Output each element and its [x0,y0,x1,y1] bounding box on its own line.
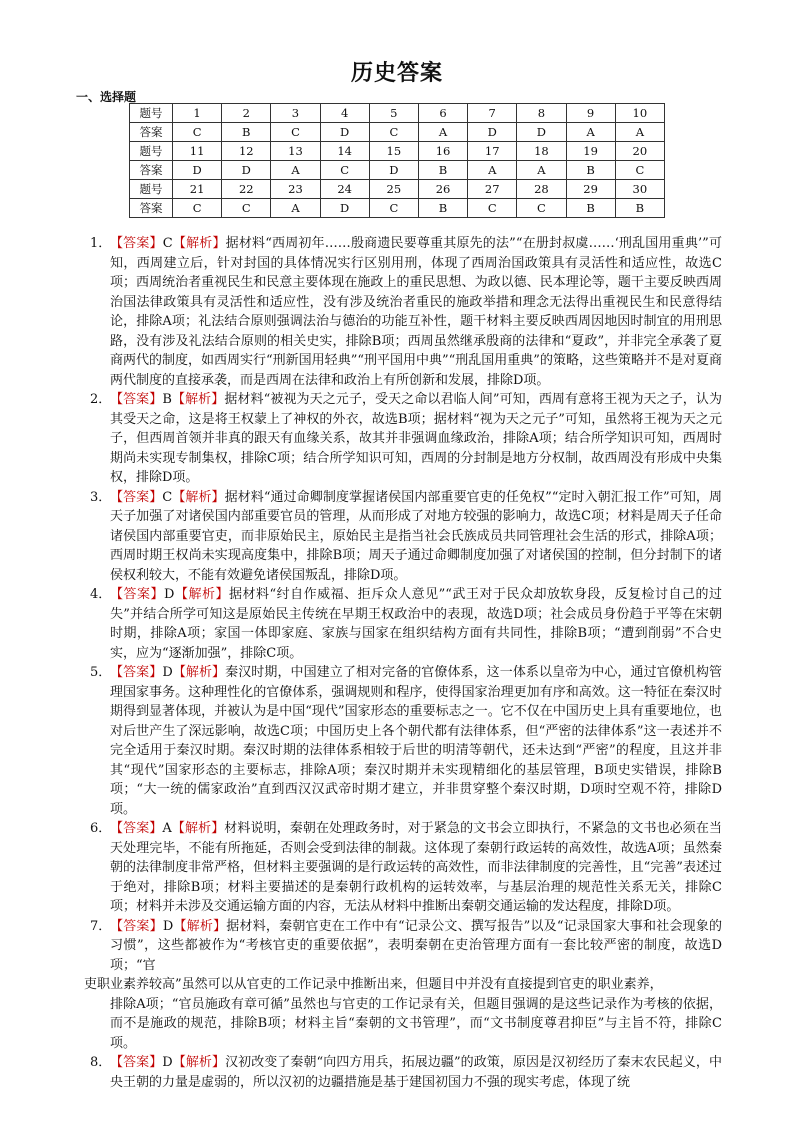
table-cell: A [517,161,566,180]
table-cell: 28 [517,180,566,199]
table-cell: C [222,199,271,218]
table-cell: 14 [320,142,369,161]
analysis-tag: 【解析】 [172,1055,226,1070]
table-cell: 25 [369,180,418,199]
table-cell: C [320,161,369,180]
analysis-item-4 [84,585,722,663]
row-label: 题号 [130,142,173,161]
answer-tag: 【答案】 [110,392,163,407]
answer-tag: 【答案】 [110,665,163,680]
analysis-tag: 【解析】 [173,918,227,934]
analysis-text: 汉初改变了秦朝“向四方用兵，拓展边疆”的政策，原因是汉初经历了秦末农民起义，中央王朝的力量是虚弱的，所以汉初的边疆措施是基于建国初国力不强的现实考虑，体现了统 [110,1055,722,1090]
answer-letter: D [162,665,173,680]
item-number: 3． [90,489,112,505]
answer-letter: B [162,392,172,407]
table-cell: 10 [615,104,664,123]
table-cell: A [468,161,517,180]
table-cell: D [320,199,369,218]
item-number: 6． [90,821,112,836]
table-cell: 29 [566,180,615,199]
analysis-text: 据材料“纣自作威福、拒斥众人意见”“武王对于民众却放软身段，反复检讨自己的过失”并结合所学可知这是原始民主传统在早期王权政治中的表现，故选D项；社会成员身份趋于平等在宋朝时期，排除A项；家国一体即家庭、家族与国家在组织结构方面有共同性，排除B项；“遭到削弱”不合史实，应为“逐渐加强”，排除C项。 [110,587,722,661]
analysis-text: 据材料“被视为天之元子，受天之命以君临人间”可知，西周有意将王视为天之子，认为其受天之命，这是将王权蒙上了神权的外衣，故选B项；据材料“视为天之元子”可知，虽然将王视为天之元子，但西周首领并非真的跟天有血缘关系，故其并非强调血缘政治，排除A项；结合所学知识可知，西周时期尚未实现专制集权，排除C项；结合所学知识可知，西周的分封制是地方分权制，故西周没有形成中央集权，排除D项。 [110,392,722,485]
row-label: 题号 [130,180,173,199]
table-cell: 23 [271,180,320,199]
table-cell: A [418,123,467,142]
table-cell: 8 [517,104,566,123]
analysis-tag: 【解析】 [172,665,226,680]
table-cell: 6 [418,104,467,123]
table-cell: B [566,199,615,218]
analysis-text: 材料说明，秦朝在处理政务时，对于紧急的文书会立即执行，不紧急的文书也必须在当天处理完毕，不能有所拖延，否则会受到法律的制裁。这体现了秦朝行政运转的高效性，故选A项；虽然秦朝的法律制度非常严格，但材料主要强调的是行政运转的高效性，而非法律制度的完善性，且“完善”表述过于绝对，排除B项；材料主要描述的是秦朝行政机构的运转效率，与基层治理的规范性关系无关，排除C项；材料并未涉及交通运输方面的内容，无法从材料中推断出秦朝交通运输的发达程度，排除D项。 [110,821,722,914]
answer-tag: 【答案】 [110,236,163,251]
analysis-item-3 [84,488,722,586]
table-cell: 2 [222,104,271,123]
table-cell: 7 [468,104,517,123]
analysis-item-7-continuation: 吏职业素养较高”虽然可以从官吏的工作记录中推断出来，但题目中并没有直接提到官吏的职业素养， [84,977,663,992]
answer-table [129,103,665,218]
table-cell: A [615,123,664,142]
analysis-item-7-continuation-2: 排除A项；“官员施政有章可循”虽然也与官吏的工作记录有关，但题目强调的是这些记录作为考核的依据，而不是施政的规范，排除B项；材料主旨“秦朝的文书管理”，而“文书制度尊君抑臣”与主旨不符，排除C项。 [110,996,722,1051]
analysis-item-2 [84,390,722,488]
item-number: 5． [90,665,112,680]
table-cell: C [615,161,664,180]
table-cell: 18 [517,142,566,161]
answer-letter: C [162,236,173,251]
table-cell: 11 [173,142,222,161]
analysis-tag: 【解析】 [171,821,225,836]
table-cell: 21 [173,180,222,199]
table-cell: 24 [320,180,369,199]
item-number: 2． [90,392,112,407]
analysis-content [84,234,722,1092]
answer-tag: 【答案】 [110,821,163,836]
analysis-item-6 [84,819,722,917]
table-cell: D [369,161,418,180]
item-number: 1． [90,236,112,251]
table-cell: 26 [418,180,467,199]
table-cell: A [566,123,615,142]
answer-letter: D [162,1055,173,1070]
answer-tag: 【答案】 [110,918,163,934]
analysis-text: 据材料，秦朝官吏在工作中有“记录公文、撰写报告”以及“记录国家大事和社会现象的习惯”，这些都被作为“考核官吏的重要依据”，表明秦朝在吏治管理方面有一套比较严密的制度，故选D项；“官 [110,918,722,973]
table-cell: C [271,123,320,142]
table-cell: C [517,199,566,218]
page-title: 历史答案 [350,61,443,86]
table-cell: 16 [418,142,467,161]
table-cell: C [468,199,517,218]
table-cell: B [418,161,467,180]
table-cell: 15 [369,142,418,161]
answer-letter: A [162,821,172,836]
answer-letter: C [162,489,173,505]
table-row [130,199,665,218]
table-cell: 12 [222,142,271,161]
answer-letter: D [162,918,174,934]
row-label: 题号 [130,104,173,123]
table-cell: 17 [468,142,517,161]
table-cell: A [271,161,320,180]
analysis-tag: 【解析】 [172,489,225,505]
table-row [130,180,665,199]
table-cell: 4 [320,104,369,123]
table-cell: D [517,123,566,142]
section-heading: 一、选择题 [76,90,137,104]
analysis-text: 据材料“通过命卿制度掌握诸侯国内部重要官吏的任免权”“定时入朝汇报工作”可知，周天子加强了对诸侯国内部重要官员的管理，从而形成了对地方较强的影响力，故选C项；材料是周天子任命诸侯国内部重要官吏，而非原始民主，原始民主是指当社会氏族成员共同管理社会生活的形式，排除A项；西周时期王权尚未实现高度集中，排除B项；周天子通过命卿制度加强了对诸侯国的控制，但分封制下的诸侯权利较大，不能有效避免诸侯国叛乱，排除D项。 [110,489,722,583]
table-cell: B [222,123,271,142]
answer-letter: D [164,587,175,602]
table-cell: 9 [566,104,615,123]
table-row [130,123,665,142]
table-cell: B [615,199,664,218]
row-label: 答案 [130,161,173,180]
table-cell: C [369,123,418,142]
analysis-text: 秦汉时期，中国建立了相对完备的官僚体系，这一体系以皇帝为中心，通过官僚机构管理国家事务。这种理性化的官僚体系，强调规则和程序，使得国家治理更加有序和高效。这一特征在秦汉时期得到显著体现，并被认为是中国“现代”国家形态的重要标志之一。它不仅在中国历史上具有重要地位，也对后世产生了深远影响，故选C项；中国历史上各个朝代都有法律体系，但“严密的法律体系”这一表述并不完全适用于秦汉时期。秦汉时期的法律体系相较于后世的明清等朝代，还未达到“严密”的程度，且这并非其“现代”国家形态的主要标志，排除A项；秦汉时期并未实现精细化的基层管理，B项史实错误，排除B项；“大一统的儒家政治”直到西汉汉武帝时期才建立，并非贯穿整个秦汉时期，D项时空观不符，排除D项。 [110,665,722,817]
table-cell: 13 [271,142,320,161]
analysis-text: 据材料“西周初年……殷商遗民要尊重其原先的法”“在册封叔虞……‘刑乱国用重典’”可知，西周建立后，针对封国的具体情况实行区别用刑，体现了西周治国政策具有灵活性和适应性，故选C项；西周统治者重视民生和民意主要体现在施政上的重民思想、为政以德、民本理论等，题干主要反映西周治国法律政策具有灵活性和适应性，没有涉及统治者重民的施政举措和理念无法得出重视民生和民意得结论，排除A项；礼法结合原则强调法治与德治的功能互补性，题干材料主要反映西周因地因时制宜的用刑思路，没有涉及礼法结合原则的相关史实，排除B项；西周虽然继承殷商的法律和“夏政”，并非完全承袭了夏商两代的制度，如西周实行“刑新国用轻典”“刑平国用中典”“刑乱国用重典”的策略，这些策略并不是对夏商两代制度的直接承袭，而是西周在法律和政治上有所创新和发展，排除D项。 [110,236,722,388]
analysis-tag: 【解析】 [172,236,226,251]
analysis-tag: 【解析】 [171,392,225,407]
analysis-item-1 [84,234,722,390]
table-cell: 1 [173,104,222,123]
table-cell: B [566,161,615,180]
row-label: 答案 [130,199,173,218]
table-cell: 5 [369,104,418,123]
answer-tag: 【答案】 [110,1055,163,1070]
table-cell: 27 [468,180,517,199]
table-row [130,104,665,123]
table-row [130,142,665,161]
analysis-item-8 [84,1053,722,1092]
row-label: 答案 [130,123,173,142]
table-cell: 19 [566,142,615,161]
table-cell: D [222,161,271,180]
table-row [130,161,665,180]
table-cell: C [173,199,222,218]
item-number: 4． [90,587,112,602]
analysis-item-7 [84,917,722,976]
table-cell: D [320,123,369,142]
answer-tag: 【答案】 [110,489,163,505]
answer-tag: 【答案】 [110,587,165,602]
table-cell: D [468,123,517,142]
table-cell: D [173,161,222,180]
table-cell: C [173,123,222,142]
table-cell: 30 [615,180,664,199]
table-cell: 22 [222,180,271,199]
analysis-tag: 【解析】 [174,587,229,602]
analysis-item-5 [84,663,722,819]
table-cell: 3 [271,104,320,123]
table-cell: C [369,199,418,218]
item-number: 8． [90,1055,112,1070]
item-number: 7． [90,918,112,934]
table-cell: A [271,199,320,218]
table-cell: B [418,199,467,218]
table-cell: 20 [615,142,664,161]
